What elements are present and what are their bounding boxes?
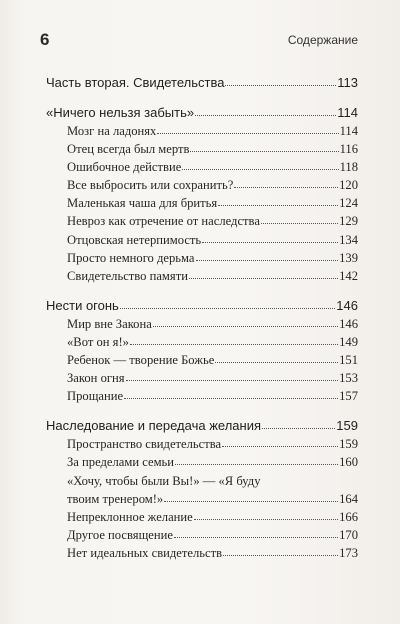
entry-title: Просто немного дерьма (67, 250, 195, 265)
entry-page-number: 118 (339, 160, 358, 175)
entry-page-number: 149 (339, 334, 358, 349)
dot-leader (126, 380, 339, 381)
entry-title: «Хочу, чтобы были Вы!» — «Я буду (67, 473, 261, 488)
toc-entry (67, 315, 358, 333)
dot-leader (223, 555, 338, 556)
dot-leader (175, 464, 338, 465)
entry-page-number: 139 (339, 250, 358, 265)
dot-leader (225, 85, 336, 86)
entry-page-number: 160 (339, 455, 358, 470)
section-title: Наследование и передача желания (46, 418, 261, 434)
dot-leader (130, 344, 338, 345)
entry-title: Нет идеальных свидетельств (67, 545, 223, 560)
toc-entry (67, 231, 358, 249)
toc-entry (67, 472, 358, 508)
entry-title: Ребенок — творение Божье (67, 353, 215, 368)
table-of-contents (46, 74, 358, 562)
toc-entry (67, 544, 358, 562)
entry-title: Ошибочное действие (67, 160, 182, 175)
toc-section (46, 104, 358, 285)
toc-section (46, 74, 358, 92)
dot-leader (164, 501, 338, 502)
section-page-number: 114 (337, 105, 358, 120)
toc-entry (67, 526, 358, 544)
dot-leader (195, 115, 336, 116)
entry-title: Мозг на ладонях (67, 124, 157, 138)
dot-leader (202, 242, 338, 243)
entry-page-number: 142 (339, 268, 358, 283)
entry-title: Непреклонное желание (67, 509, 193, 524)
dot-leader (215, 362, 338, 363)
entry-title: Невроз как отречение от наследства (67, 214, 260, 229)
toc-entry (67, 369, 358, 387)
entry-title: Прощание (67, 389, 124, 404)
entry-title: Отец всегда был мертв (67, 142, 190, 157)
entry-page-number: 134 (339, 232, 358, 247)
toc-entry (67, 158, 358, 176)
toc-entry (67, 140, 358, 158)
toc-section (46, 297, 358, 405)
section-title: Часть вторая. Свидетельства (46, 75, 225, 90)
entry-title: Закон огня (67, 371, 125, 386)
entry-title: Пространство свидетельства (67, 437, 222, 452)
page-number: 6 (40, 30, 50, 49)
entry-page-number: 116 (339, 142, 358, 157)
dot-leader (124, 398, 338, 399)
toc-entry (67, 508, 358, 526)
section-title: Нести огонь (46, 297, 119, 313)
dot-leader (189, 278, 338, 279)
page-header (40, 30, 358, 54)
dot-leader (174, 537, 338, 538)
entry-title: Все выбросить или сохранить? (67, 178, 234, 193)
toc-entries (67, 122, 358, 285)
entry-page-number: 151 (339, 353, 358, 368)
section-page-number: 113 (337, 75, 358, 90)
toc-entries (67, 315, 358, 405)
toc-section-heading (46, 104, 358, 122)
entry-page-number: 124 (339, 196, 358, 211)
toc-entry (67, 435, 358, 453)
toc-entry (67, 122, 358, 140)
dot-leader (262, 428, 335, 429)
entry-page-number: 166 (339, 509, 358, 524)
dot-leader (222, 446, 338, 447)
entry-page-number: 120 (339, 178, 358, 193)
entry-title: За пределами семьи (67, 455, 175, 470)
entry-title: «Вот он я!» (67, 334, 129, 349)
dot-leader (194, 519, 338, 520)
toc-entry (67, 249, 358, 267)
toc-entry (67, 453, 358, 471)
toc-section-heading (46, 297, 358, 315)
entry-page-number: 146 (339, 316, 358, 331)
entry-page-number: 114 (339, 124, 358, 138)
toc-entries (67, 435, 358, 562)
entry-page-number: 170 (339, 527, 358, 542)
toc-section (46, 417, 358, 562)
dot-leader (153, 326, 338, 327)
toc-entry (67, 333, 358, 351)
toc-entry (67, 387, 358, 405)
toc-entry (67, 176, 358, 194)
entry-page-number: 157 (339, 389, 358, 404)
section-title: «Ничего нельзя забыть» (46, 105, 195, 120)
dot-leader (190, 151, 338, 152)
dot-leader (157, 133, 338, 134)
entry-page-number: 164 (339, 491, 358, 506)
toc-entry (67, 212, 358, 230)
entry-page-number: 173 (339, 545, 358, 560)
running-title: Содержание (287, 33, 358, 47)
section-page-number: 159 (336, 418, 358, 434)
entry-page-number: 159 (339, 437, 358, 452)
section-page-number: 146 (336, 297, 358, 313)
toc-section-heading (46, 417, 358, 435)
entry-title: Мир вне Закона (67, 316, 152, 331)
dot-leader (120, 308, 335, 309)
entry-page-number: 153 (339, 371, 358, 386)
toc-entry (67, 267, 358, 285)
entry-title-continued: твоим тренером!» (67, 491, 164, 506)
toc-entry (67, 351, 358, 369)
toc-section-heading (46, 74, 358, 92)
dot-leader (182, 169, 338, 170)
entry-title: Свидетельство памяти (67, 268, 188, 283)
entry-title: Отцовская нетерпимость (67, 232, 202, 247)
entry-title: Другое посвящение (67, 527, 173, 542)
entry-title: Маленькая чаша для бритья (67, 196, 218, 211)
dot-leader (261, 223, 338, 224)
dot-leader (196, 260, 339, 261)
entry-page-number: 129 (339, 214, 358, 229)
toc-entry (67, 194, 358, 212)
dot-leader (234, 187, 338, 188)
dot-leader (218, 205, 338, 206)
